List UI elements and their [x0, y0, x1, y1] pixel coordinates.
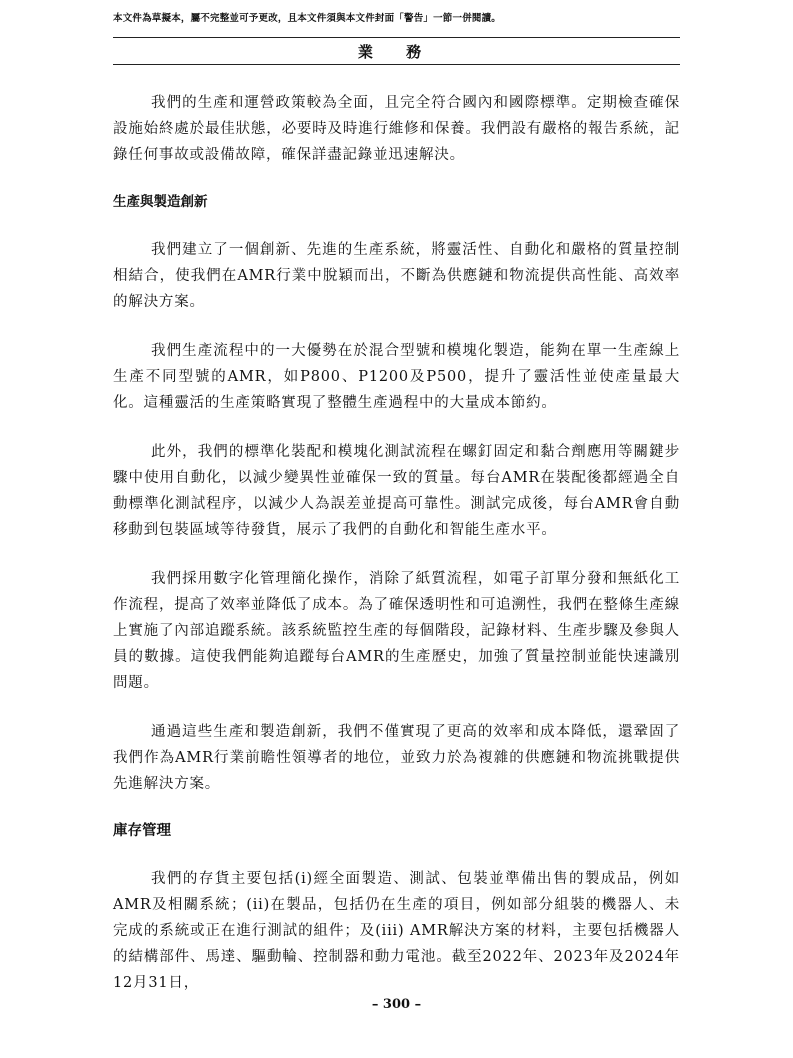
heading-production-innovation: 生產與製造創新: [113, 194, 208, 210]
paragraph-standardized-assembly: 此外，我們的標準化裝配和模塊化測試流程在螺釘固定和黏合劑應用等關鍵步驟中使用自動化，以減少變異性並確保一致的質量。每台AMR在裝配後都經過全自動標準化測試程序，以減少人為誤差並提高可靠性。測試完成後，每台AMR會自動移動到包裝區域等待發貨，展示了我們的自動化和智能生產水平。: [113, 444, 680, 538]
header-rule-bottom: [113, 64, 680, 65]
section-title: 業 務: [357, 43, 436, 61]
page-content: [113, 90, 680, 1019]
page-number: – 300 –: [371, 997, 422, 1012]
draft-disclaimer: 本文件為草擬本，屬不完整並可予更改，且本文件須與本文件封面「警告」一節一併閱讀。: [113, 13, 502, 24]
paragraph-innovation-summary: 通過這些生產和製造創新，我們不僅實現了更高的效率和成本降低，還鞏固了我們作為AMR行業前瞻性領導者的地位，並致力於為複雜的供應鏈和物流挑戰提供先進解決方案。: [113, 724, 680, 792]
paragraph-mixed-model: 我們生產流程中的一大優勢在於混合型號和模塊化製造，能夠在單一生產線上生產不同型號的AMR，如P800、P1200及P500，提升了靈活性並使產量最大化。這種靈活的生產策略實現了整體生產過程中的大量成本節約。: [113, 343, 680, 411]
paragraph-production-system: 我們建立了一個創新、先進的生產系統，將靈活性、自動化和嚴格的質量控制相結合，使我們在AMR行業中脫穎而出，不斷為供應鏈和物流提供高性能、高效率的解決方案。: [113, 242, 680, 310]
header-rule-top: [113, 37, 680, 38]
paragraph-digital-management: 我們採用數字化管理簡化操作，消除了紙質流程，如電子訂單分發和無紙化工作流程，提高了效率並降低了成本。為了確保透明性和可追溯性，我們在整條生產線上實施了內部追蹤系統。該系統監控生產的每個階段，記錄材料、生產步驟及參與人員的數據。這使我們能夠追蹤每台AMR的生產歷史，加強了質量控制並能快速識別問題。: [113, 571, 680, 691]
heading-inventory-management: 庫存管理: [113, 823, 171, 839]
paragraph-inventory: 我們的存貨主要包括(i)經全面製造、測試、包裝並準備出售的製成品，例如AMR及相關系統；(ii)在製品，包括仍在生產的項目，例如部分組裝的機器人、未完成的系統或正在進行測試的組件；及(iii) AMR解決方案的材料，主要包括機器人的結構部件、馬達、驅動輪、控制器和動力電池。截至2022年、2023年及2024年12月31日，: [113, 871, 680, 991]
paragraph-operations-policy: 我們的生產和運營政策較為全面，且完全符合國內和國際標準。定期檢查確保設施始終處於最佳狀態，必要時及時進行維修和保養。我們設有嚴格的報告系統，記錄任何事故或設備故障，確保詳盡記錄並迅速解決。: [113, 95, 680, 163]
